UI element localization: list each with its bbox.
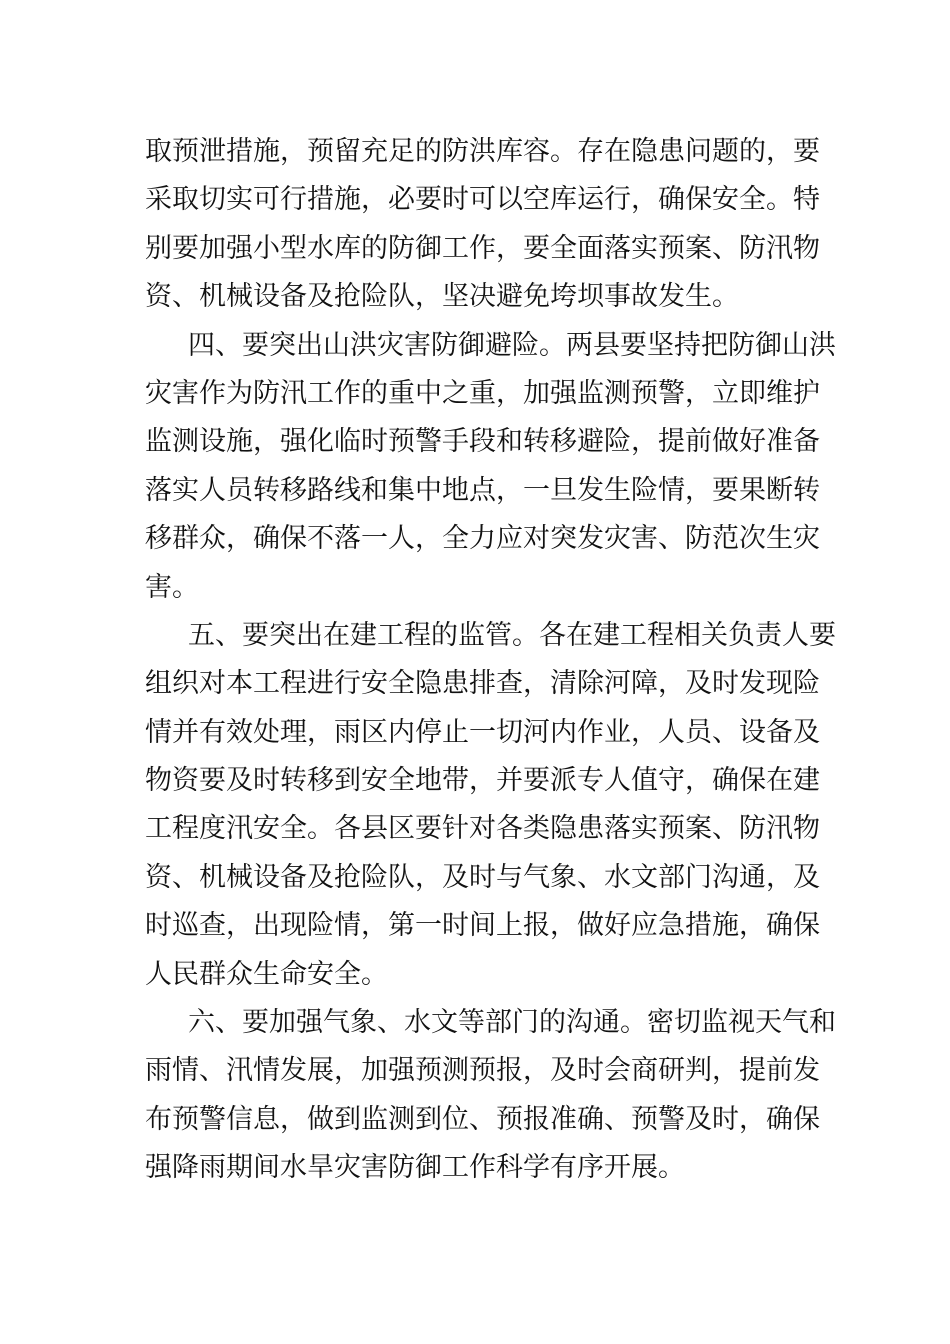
text-line: 组织对本工程进行安全隐患排查，清除河障，及时发现险 bbox=[145, 668, 820, 700]
text-line: 工程度汛安全。各县区要针对各类隐患落实预案、防汛物 bbox=[145, 813, 820, 845]
text-line: 监测设施，强化临时预警手段和转移避险，提前做好准备 bbox=[145, 426, 820, 458]
text-line: 雨情、汛情发展，加强预测预报，及时会商研判，提前发 bbox=[145, 1055, 820, 1087]
text-line: 落实人员转移路线和集中地点，一旦发生险情，要果断转 bbox=[145, 474, 820, 506]
text-line: 资、机械设备及抢险队，及时与气象、水文部门沟通，及 bbox=[145, 861, 820, 893]
paragraph-p-6 bbox=[145, 999, 836, 1193]
text-line: 取预泄措施，预留充足的防洪库容。存在隐患问题的，要 bbox=[145, 136, 820, 167]
paragraph-p-continuation bbox=[145, 128, 820, 322]
text-line: 物资要及时转移到安全地带，并要派专人值守，确保在建 bbox=[145, 765, 820, 797]
text-line: 五、要突出在建工程的监管。各在建工程相关负责人要 bbox=[188, 619, 836, 651]
paragraph-p-4 bbox=[145, 322, 836, 612]
text-line: 布预警信息，做到监测到位、预报准确、预警及时，确保 bbox=[145, 1103, 820, 1135]
text-line: 害。 bbox=[145, 571, 199, 603]
text-line: 采取切实可行措施，必要时可以空库运行，确保安全。特 bbox=[145, 184, 820, 216]
document-body bbox=[145, 128, 836, 1193]
text-line: 别要加强小型水库的防御工作，要全面落实预案、防汛物 bbox=[145, 232, 820, 264]
text-line: 人民群众生命安全。 bbox=[145, 958, 388, 990]
text-line: 时巡查，出现险情，第一时间上报，做好应急措施，确保 bbox=[145, 910, 820, 942]
text-line: 强降雨期间水旱灾害防御工作科学有序开展。 bbox=[145, 1152, 685, 1184]
text-line: 资、机械设备及抢险队，坚决避免垮坝事故发生。 bbox=[145, 281, 739, 313]
text-line: 灾害作为防汛工作的重中之重，加强监测预警，立即维护 bbox=[145, 377, 820, 409]
paragraph-p-5 bbox=[145, 612, 836, 999]
text-line: 四、要突出山洪灾害防御避险。两县要坚持把防御山洪 bbox=[188, 329, 836, 361]
text-line: 情并有效处理，雨区内停止一切河内作业，人员、设备及 bbox=[145, 716, 820, 748]
text-line: 六、要加强气象、水文等部门的沟通。密切监视天气和 bbox=[188, 1007, 836, 1039]
text-line: 移群众，确保不落一人，全力应对突发灾害、防范次生灾 bbox=[145, 523, 820, 555]
